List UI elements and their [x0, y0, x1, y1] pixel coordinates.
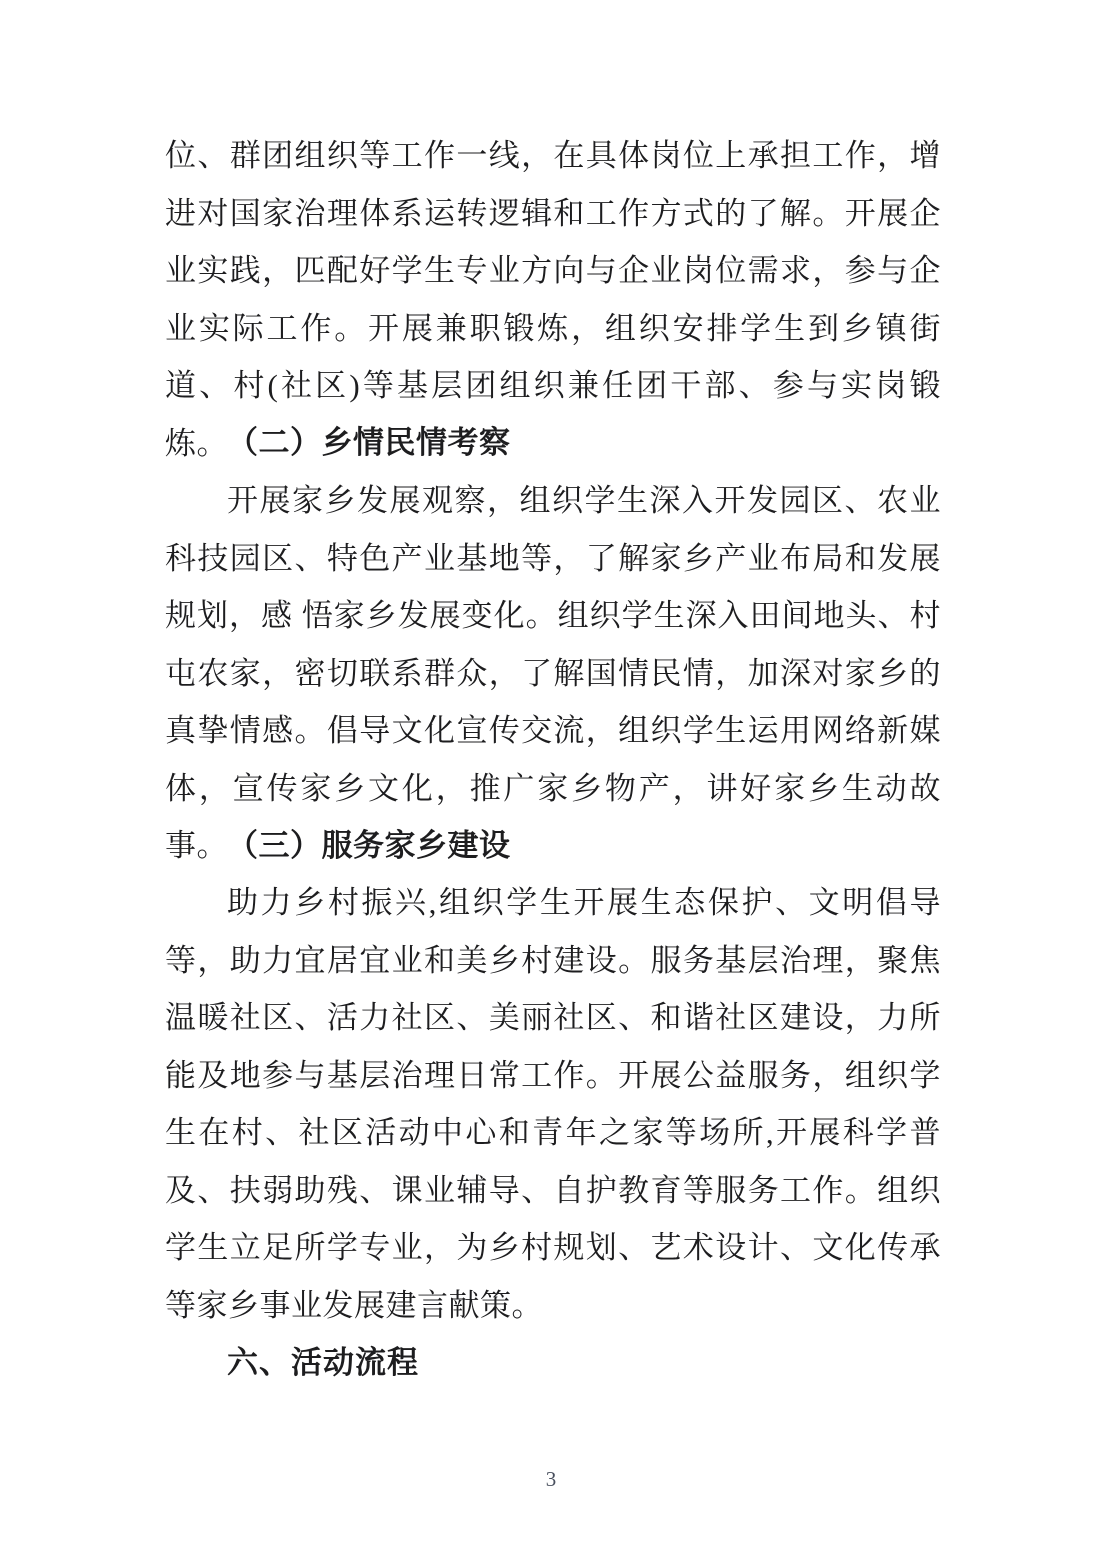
heading-chapter-6-activity-process: 六、活动流程 — [227, 1345, 419, 1380]
paragraph-job-practice-continuation: 位、群团组织等工作一线，在具体岗位上承担工作，增进对国家治理体系运转逻辑和工作方式的了解。开展企业实践，匹配好学生专业方向与企业岗位需求，参与企业实际工作。开展兼职锻炼，组织安排学生到乡镇街道、村(社区)等基层团组织兼任团干部、参与实岗锻炼。 — [165, 138, 941, 461]
heading-section-2-xiangqing-minqing: （二）乡情民情考察 — [227, 425, 511, 460]
paragraph-rural-revitalization-service: 助力乡村振兴,组织学生开展生态保护、文明倡导等，助力宜居宜业和美乡村建设。服务基层治理，聚焦温暖社区、活力社区、美丽社区、和谐社区建设，力所能及地参与基层治理日常工作。开展公益服务，组织学生在村、社区活动中心和青年之家等场所,开展科学普及、扶弱助残、课业辅导、自护教育等服务工作。组织学生立足所学专业，为乡村规划、艺术设计、文化传承等家乡事业发展建言献策。 — [165, 885, 941, 1323]
paragraph-hometown-observation: 开展家乡发展观察，组织学生深入开发园区、农业科技园区、特色产业基地等，了解家乡产业布局和发展规划，感 悟家乡发展变化。组织学生深入田间地头、村屯农家，密切联系群众，了解国情民情，加深对家乡的真挚情感。倡导文化宣传交流，组织学生运用网络新媒体，宣传家乡文化，推广家乡物产，讲好家乡生动故事。 — [165, 483, 941, 863]
heading-section-3-serve-hometown: （三）服务家乡建设 — [227, 828, 511, 863]
page-number: 3 — [545, 1467, 557, 1491]
